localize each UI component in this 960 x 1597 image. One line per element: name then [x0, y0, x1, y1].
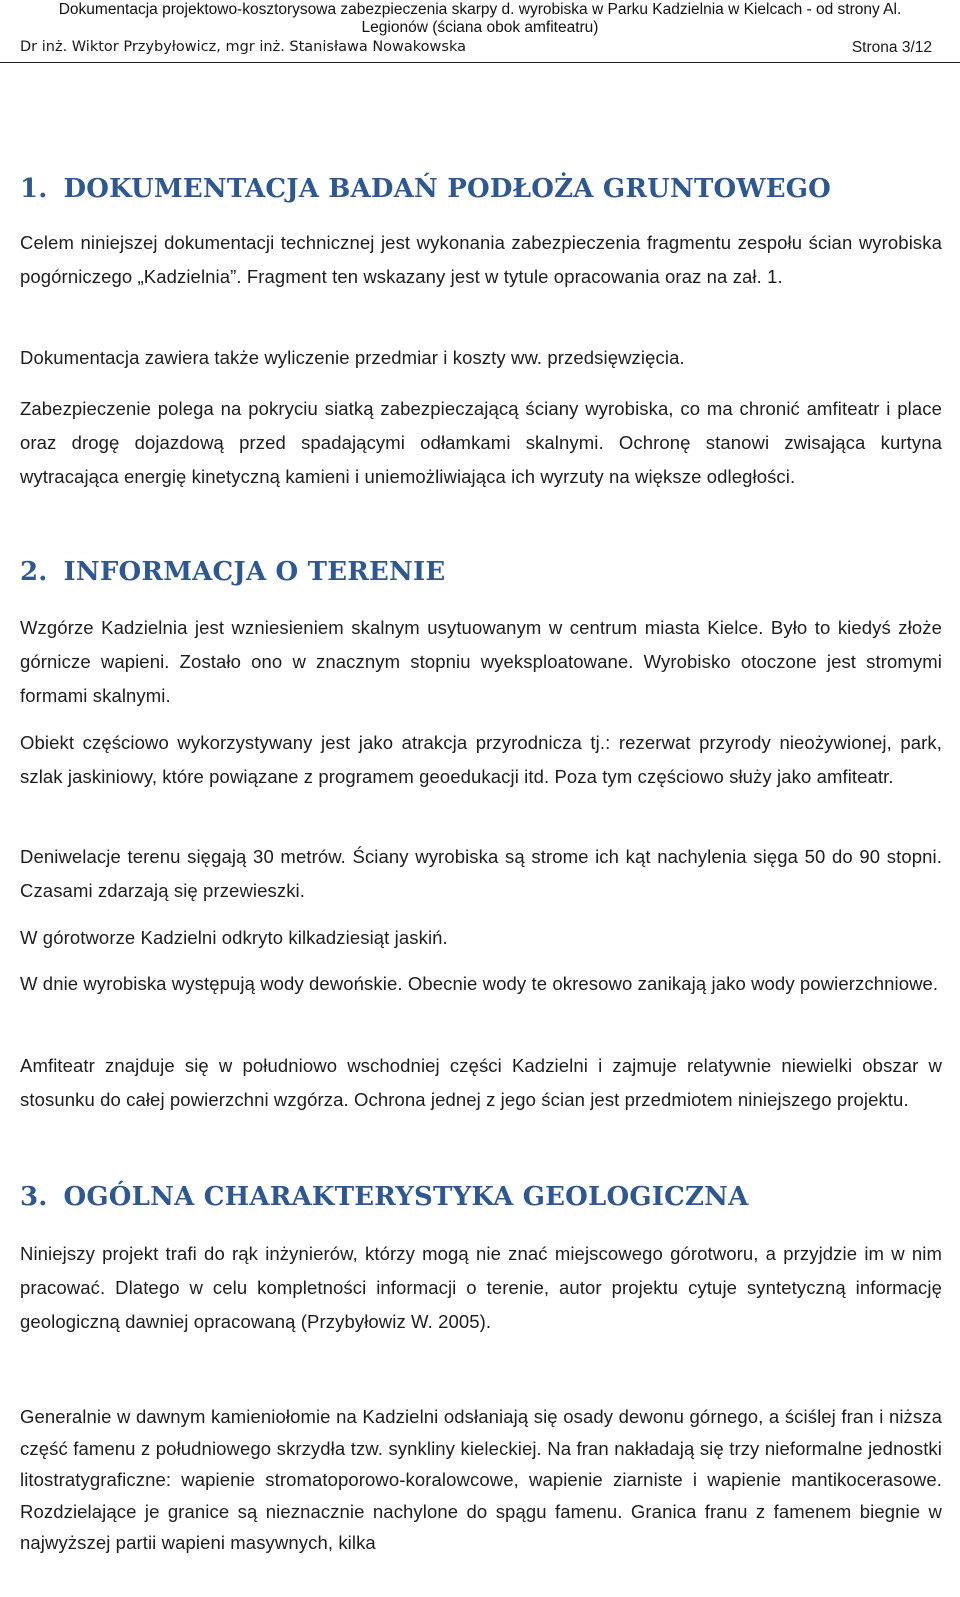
- header-authors: Dr inż. Wiktor Przybyłowicz, mgr inż. Stanisława Nowakowska: [20, 39, 466, 55]
- section-2-paragraph-4: W górotworze Kadzielni odkryto kilkadziesiąt jaskiń.: [20, 927, 448, 948]
- section-1-heading: [20, 172, 831, 206]
- section-3-title: OGÓLNA CHARAKTERYSTYKA GEOLOGICZNA: [63, 1182, 749, 1212]
- section-1-paragraph-1: Celem niniejszej dokumentacji technicznej jest wykonania zabezpieczenia fragmentu zespołu ścian wyrobiska pogórniczego „Kadzielnia”. Fragment ten wskazany jest w tytule opracowania oraz na zał. 1.: [20, 232, 942, 288]
- section-1-title: DOKUMENTACJA BADAŃ PODŁOŻA GRUNTOWEGO: [63, 174, 832, 204]
- header-meta: [20, 38, 940, 57]
- header-title-line2: Legionów (ściana obok amfiteatru): [361, 19, 599, 36]
- section-1-paragraph-2: Dokumentacja zawiera także wyliczenie przedmiar i koszty ww. przedsięwzięcia.: [20, 347, 685, 368]
- section-2-title: INFORMACJA O TERENIE: [63, 557, 446, 587]
- section-2-paragraph-3: Deniwelacje terenu sięgają 30 metrów. Ściany wyrobiska są strome ich kąt nachylenia sięga 50 do 90 stopni. Czasami zdarzają się przewieszki.: [20, 846, 942, 902]
- section-1-number: 1.: [20, 174, 48, 204]
- header-rule: [0, 62, 960, 63]
- section-2-heading: [20, 555, 445, 589]
- section-2-paragraph-6: Amfiteatr znajduje się w południowo wschodniej części Kadzielni i zajmuje relatywnie niewielki obszar w stosunku do całej powierzchni wzgórza. Ochrona jednej z jego ścian jest przedmiotem niniejszego projektu.: [20, 1055, 942, 1111]
- section-2-paragraph-2: Obiekt częściowo wykorzystywany jest jako atrakcja przyrodnicza tj.: rezerwat przyrody nieożywionej, park, szlak jaskiniowy, które powiązane z programem geoedukacji itd. Poza tym częściowo służy jako amfiteatr.: [20, 732, 942, 788]
- section-3-paragraph-1: Niniejszy projekt trafi do rąk inżynierów, którzy mogą nie znać miejscowego górotworu, a przyjdzie im w nim pracować. Dlatego w celu kompletności informacji o terenie, autor projektu cytuje syntetyczną informację geologiczną dawniej opracowaną (Przybyłowiz W. 2005).: [20, 1243, 942, 1333]
- section-2-paragraph-5: W dnie wyrobiska występują wody dewońskie. Obecnie wody te okresowo zanikają jako wody powierzchniowe.: [20, 973, 939, 994]
- page-number: Strona 3/12: [851, 39, 932, 56]
- section-2-paragraph-1: Wzgórze Kadzielnia jest wzniesieniem skalnym usytuowanym w centrum miasta Kielce. Było to kiedyś złoże górnicze wapieni. Zostało ono w znacznym stopniu wyeksploatowane. Wyrobisko otoczone jest stromymi formami skalnymi.: [20, 617, 942, 707]
- section-2-number: 2.: [20, 557, 48, 587]
- section-3-heading: [20, 1180, 749, 1214]
- section-1-paragraph-3: Zabezpieczenie polega na pokryciu siatką zabezpieczającą ściany wyrobiska, co ma chronić amfiteatr i place oraz drogę dojazdową przed spadającymi odłamkami skalnymi. Ochronę stanowi zwisająca kurtyna wytracająca energię kinetyczną kamieni i uniemożliwiająca ich wyrzuty na większe odległości.: [20, 398, 942, 488]
- section-3-number: 3.: [20, 1182, 48, 1212]
- header-title-line1: Dokumentacja projektowo-kosztorysowa zabezpieczenia skarpy d. wyrobiska w Parku Kadzielnia w Kielcach - od strony Al.: [58, 1, 902, 18]
- section-3-paragraph-2: Generalnie w dawnym kamieniołomie na Kadzielni odsłaniają się osady dewonu górnego, a ściślej fran i niższa część famenu z południowego skrzydła tzw. synkliny kieleckiej. Na fran nakładają się trzy nieformalne jednostki litostratygraficzne: wapienie stromatoporowo-koralowcowe, wapienie ziarniste i wapienie mantikocerasowe. Rozdzielające je granice są nieznacznie nachylone do spągu famenu. Granica franu z famenem biegnie w najwyższej partii wapieni masywnych, kilka: [20, 1406, 942, 1553]
